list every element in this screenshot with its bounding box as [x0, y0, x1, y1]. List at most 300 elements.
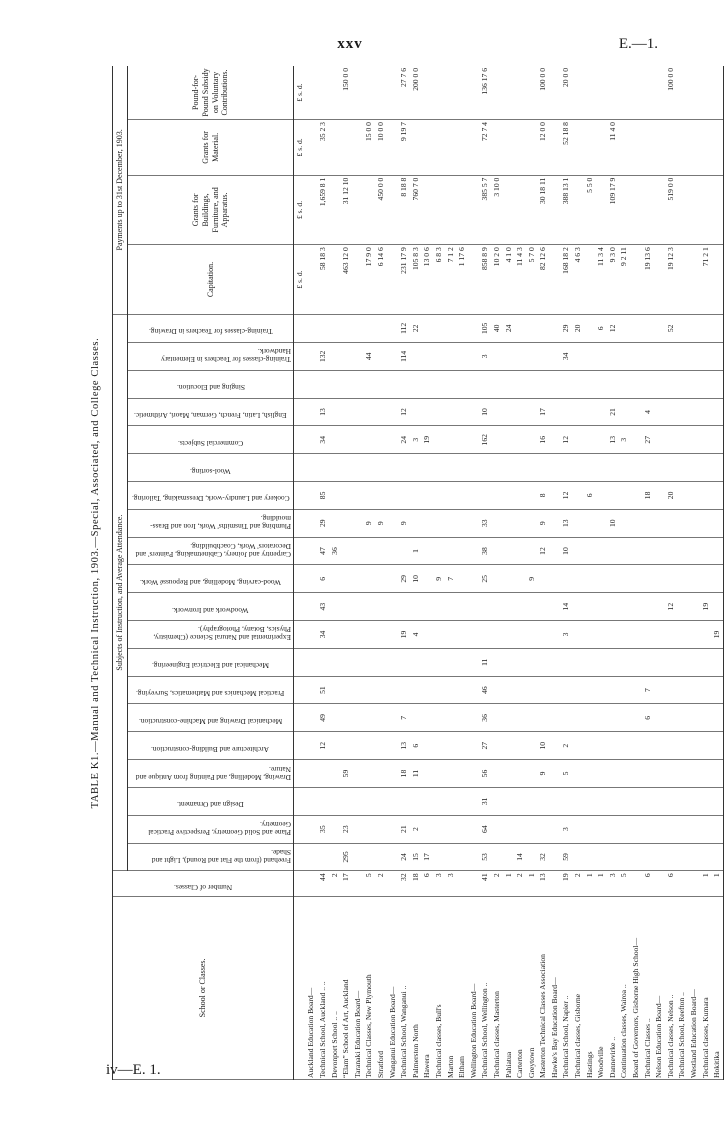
attendance-cell [306, 398, 318, 426]
school-name: Woodville [595, 896, 607, 1079]
attendance-cell [422, 342, 434, 370]
attendance-cell [665, 342, 677, 370]
attendance-cell [456, 760, 468, 788]
attendance-cell: 12 [665, 593, 677, 621]
attendance-cell [677, 815, 689, 843]
attendance-cell [607, 621, 619, 649]
attendance-cell [607, 454, 619, 482]
payment-sub [688, 66, 700, 120]
attendance-cell [526, 426, 538, 454]
attendance-cell [561, 454, 573, 482]
attendance-cell [422, 565, 434, 593]
attendance-cell [445, 481, 457, 509]
payment-bld: 3 10 0 [491, 175, 503, 245]
attendance-cell [514, 676, 526, 704]
column-header-subject [128, 426, 294, 454]
attendance-cell [340, 342, 352, 370]
payment-mat [387, 120, 399, 176]
attendance-cell [364, 314, 376, 342]
payment-sub [456, 66, 468, 120]
attendance-cell [549, 815, 561, 843]
attendance-cell [456, 565, 468, 593]
attendance-cell [340, 398, 352, 426]
attendance-cell: 51 [317, 676, 329, 704]
table-row [306, 66, 318, 1080]
table-row [665, 66, 677, 1080]
payment-sub: 136 17 6 [480, 66, 492, 120]
attendance-cell [630, 537, 642, 565]
attendance-cell [595, 565, 607, 593]
subject-label: Freehand (from the Flat and Round), Light and Shade. [151, 848, 291, 865]
attendance-cell [340, 621, 352, 649]
attendance-cell [445, 760, 457, 788]
attendance-cell: 24 [398, 426, 410, 454]
payment-mat: 15 0 0 [364, 120, 376, 176]
attendance-cell [445, 843, 457, 871]
units-cell [294, 871, 306, 897]
attendance-cell [537, 704, 549, 732]
attendance-cell [422, 621, 434, 649]
attendance-cell [595, 509, 607, 537]
school-name: Eltham [456, 896, 468, 1079]
column-header-subject [128, 648, 294, 676]
attendance-cell: 3 [480, 342, 492, 370]
attendance-cell: 34 [317, 621, 329, 649]
attendance-cell [317, 648, 329, 676]
attendance-cell: 27 [642, 426, 654, 454]
subject-label: English, Latin, French, German, Maori, Arithmetic. [134, 410, 287, 420]
attendance-cell [642, 565, 654, 593]
units-cell [294, 676, 306, 704]
attendance-cell [526, 370, 538, 398]
attendance-cell [584, 314, 596, 342]
attendance-cell: 9 [537, 760, 549, 788]
payment-cap [630, 245, 642, 315]
payment-cap: 4 6 3 [572, 245, 584, 315]
payment-bld [595, 175, 607, 245]
attendance-cell [514, 454, 526, 482]
school-name: Nelson Education Board— [653, 896, 665, 1079]
attendance-cell [607, 481, 619, 509]
units-cell [294, 648, 306, 676]
payment-cap [688, 245, 700, 315]
payment-bld: 450 0 0 [375, 175, 387, 245]
attendance-cell [491, 732, 503, 760]
attendance-cell [306, 565, 318, 593]
attendance-cell [572, 621, 584, 649]
attendance-cell [329, 787, 341, 815]
attendance-cell [364, 676, 376, 704]
attendance-cell [503, 787, 515, 815]
attendance-cell [677, 648, 689, 676]
attendance-cell: 10 [607, 509, 619, 537]
table-row [329, 66, 341, 1080]
attendance-cell [503, 426, 515, 454]
attendance-cell [340, 704, 352, 732]
school-name: Devonport School .. .. [329, 896, 341, 1079]
attendance-cell: 20 [665, 481, 677, 509]
units-cell [294, 732, 306, 760]
payment-sub [630, 66, 642, 120]
attendance-cell [653, 787, 665, 815]
attendance-cell [422, 760, 434, 788]
class-count: 19 [561, 871, 573, 897]
attendance-cell [514, 398, 526, 426]
attendance-cell [549, 565, 561, 593]
payment-bld: 5 5 0 [584, 175, 596, 245]
attendance-cell [561, 704, 573, 732]
school-name: Greytown [526, 896, 538, 1079]
attendance-cell [422, 648, 434, 676]
school-name: Technical classes, Kumara [700, 896, 712, 1079]
class-count [387, 871, 399, 897]
attendance-cell [456, 593, 468, 621]
payment-mat [456, 120, 468, 176]
attendance-cell [503, 481, 515, 509]
attendance-cell [456, 426, 468, 454]
payment-cap: 10 2 0 [491, 245, 503, 315]
payment-cap [549, 245, 561, 315]
attendance-cell [456, 342, 468, 370]
attendance-cell [653, 537, 665, 565]
attendance-cell: 11 [410, 760, 422, 788]
attendance-cell [329, 481, 341, 509]
table-row [526, 66, 538, 1080]
table-row [503, 66, 515, 1080]
attendance-cell: 21 [607, 398, 619, 426]
attendance-cell [375, 676, 387, 704]
attendance-cell [549, 454, 561, 482]
attendance-cell [607, 537, 619, 565]
attendance-cell [630, 565, 642, 593]
attendance-cell [688, 426, 700, 454]
attendance-cell [619, 648, 631, 676]
attendance-cell [456, 537, 468, 565]
attendance-cell [317, 314, 329, 342]
payment-bld [700, 175, 712, 245]
attendance-cell [526, 676, 538, 704]
attendance-cell [711, 509, 723, 537]
attendance-cell [607, 760, 619, 788]
attendance-cell [630, 342, 642, 370]
attendance-cell [456, 509, 468, 537]
attendance-cell [677, 843, 689, 871]
payment-cap [677, 245, 689, 315]
attendance-cell [653, 676, 665, 704]
attendance-cell [340, 593, 352, 621]
subject-label: Wool-sorting. [190, 466, 231, 476]
attendance-cell: 9 [375, 509, 387, 537]
payment-mat [306, 120, 318, 176]
attendance-cell: 4 [410, 621, 422, 649]
attendance-cell [410, 676, 422, 704]
subject-label: Mechanical Drawing and Machine-construction. [138, 716, 283, 726]
attendance-cell [491, 815, 503, 843]
attendance-cell [537, 342, 549, 370]
attendance-cell [456, 843, 468, 871]
class-count [677, 871, 689, 897]
attendance-cell [572, 342, 584, 370]
attendance-cell: 162 [480, 426, 492, 454]
class-count: 13 [537, 871, 549, 897]
attendance-cell [653, 398, 665, 426]
class-count [688, 871, 700, 897]
payment-cap: 5 7 0 [526, 245, 538, 315]
attendance-cell [306, 509, 318, 537]
attendance-cell [642, 454, 654, 482]
attendance-cell [364, 370, 376, 398]
payment-sub [387, 66, 399, 120]
units-cell [294, 621, 306, 649]
attendance-cell [375, 398, 387, 426]
subject-label: Drawing, Modelling, and Painting from Antique and Nature. [135, 764, 291, 782]
attendance-cell [665, 787, 677, 815]
payment-mat [572, 120, 584, 176]
attendance-cell [387, 648, 399, 676]
payment-cap: 6 14 6 [375, 245, 387, 315]
payment-label: Grants for Material. [200, 131, 220, 164]
attendance-cell [398, 370, 410, 398]
payment-cap: 19 13 6 [642, 245, 654, 315]
attendance-cell [700, 732, 712, 760]
table-row [352, 66, 364, 1080]
attendance-cell [410, 370, 422, 398]
attendance-cell [653, 426, 665, 454]
attendance-cell: 23 [340, 815, 352, 843]
payment-mat [491, 120, 503, 176]
attendance-cell [665, 648, 677, 676]
attendance-cell: 38 [480, 537, 492, 565]
attendance-cell [375, 370, 387, 398]
attendance-cell [700, 481, 712, 509]
attendance-cell [549, 342, 561, 370]
attendance-cell [619, 815, 631, 843]
attendance-cell: 19 [711, 621, 723, 649]
school-name: Technical School, Wellington .. [480, 896, 492, 1079]
attendance-cell: 13 [398, 732, 410, 760]
attendance-cell [456, 732, 468, 760]
attendance-cell [677, 454, 689, 482]
attendance-cell [352, 398, 364, 426]
attendance-cell [491, 648, 503, 676]
subject-label: Training-classes for Teachers in Elementary Handwork. [160, 347, 291, 365]
attendance-cell [549, 537, 561, 565]
attendance-cell [526, 843, 538, 871]
attendance-cell [561, 565, 573, 593]
attendance-cell [410, 454, 422, 482]
attendance-cell [526, 454, 538, 482]
attendance-cell: 19 [700, 593, 712, 621]
units-cell [294, 398, 306, 426]
attendance-cell [410, 648, 422, 676]
table-row [456, 66, 468, 1080]
attendance-cell [653, 648, 665, 676]
attendance-cell [456, 787, 468, 815]
attendance-cell [445, 509, 457, 537]
class-count: 41 [480, 871, 492, 897]
attendance-cell [329, 676, 341, 704]
school-name: Technical School, Napier .. [561, 896, 573, 1079]
attendance-cell [468, 370, 480, 398]
attendance-cell [677, 398, 689, 426]
attendance-cell [665, 815, 677, 843]
attendance-cell: 14 [514, 843, 526, 871]
attendance-cell [306, 843, 318, 871]
attendance-cell [595, 593, 607, 621]
attendance-cell [688, 704, 700, 732]
table-row [480, 66, 492, 1080]
attendance-cell [468, 760, 480, 788]
attendance-cell [364, 843, 376, 871]
attendance-cell [375, 481, 387, 509]
column-header-subject [128, 454, 294, 482]
class-count [549, 871, 561, 897]
attendance-cell [665, 704, 677, 732]
attendance-cell: 15 [410, 843, 422, 871]
attendance-cell [514, 815, 526, 843]
attendance-cell: 31 [480, 787, 492, 815]
attendance-cell [619, 342, 631, 370]
attendance-cell: 295 [340, 843, 352, 871]
payment-mat [422, 120, 434, 176]
attendance-cell [526, 760, 538, 788]
subject-label: Cookery and Laundry-work, Dressmaking, Tailoring. [131, 494, 290, 504]
attendance-cell [480, 481, 492, 509]
class-count: 1 [700, 871, 712, 897]
payment-bld [711, 175, 723, 245]
attendance-cell [306, 732, 318, 760]
school-name: Wanganui Education Board— [387, 896, 399, 1079]
attendance-cell [433, 732, 445, 760]
attendance-cell [445, 593, 457, 621]
attendance-cell: 35 [317, 815, 329, 843]
attendance-cell [387, 537, 399, 565]
attendance-cell [329, 704, 341, 732]
attendance-cell [433, 648, 445, 676]
attendance-cell: 1 [410, 537, 422, 565]
attendance-cell [329, 509, 341, 537]
units-cell [294, 815, 306, 843]
attendance-cell [595, 843, 607, 871]
payment-cap [653, 245, 665, 315]
payment-mat [433, 120, 445, 176]
attendance-cell [352, 732, 364, 760]
payment-mat [653, 120, 665, 176]
attendance-cell [653, 704, 665, 732]
attendance-cell: 16 [537, 426, 549, 454]
column-header-subject [128, 843, 294, 871]
attendance-cell [572, 787, 584, 815]
attendance-cell [468, 676, 480, 704]
attendance-cell [317, 370, 329, 398]
attendance-cell [630, 593, 642, 621]
class-count: 2 [514, 871, 526, 897]
class-count: 3 [433, 871, 445, 897]
column-header-payment [128, 120, 294, 176]
attendance-cell [445, 648, 457, 676]
payment-sub [711, 66, 723, 120]
attendance-cell [549, 676, 561, 704]
attendance-cell [491, 509, 503, 537]
table-row [398, 66, 410, 1080]
attendance-cell [549, 760, 561, 788]
attendance-cell: 46 [480, 676, 492, 704]
attendance-cell [688, 454, 700, 482]
attendance-cell [306, 621, 318, 649]
money-units: £ s. d. [294, 120, 306, 176]
payment-cap: 463 12 0 [340, 245, 352, 315]
attendance-cell [526, 509, 538, 537]
subject-label: Design and Ornament. [177, 800, 244, 810]
attendance-cell: 114 [398, 342, 410, 370]
attendance-cell [433, 314, 445, 342]
attendance-cell: 13 [317, 398, 329, 426]
attendance-cell [387, 704, 399, 732]
payment-bld: 519 0 0 [665, 175, 677, 245]
attendance-cell [433, 676, 445, 704]
attendance-cell: 17 [422, 843, 434, 871]
attendance-cell [340, 787, 352, 815]
attendance-cell: 85 [317, 481, 329, 509]
attendance-cell: 13 [561, 509, 573, 537]
attendance-cell [630, 370, 642, 398]
payment-mat [665, 120, 677, 176]
attendance-cell [329, 760, 341, 788]
attendance-cell: 47 [317, 537, 329, 565]
class-count: 17 [340, 871, 352, 897]
attendance-cell [711, 370, 723, 398]
payment-mat [468, 120, 480, 176]
attendance-cell [572, 815, 584, 843]
attendance-cell [607, 676, 619, 704]
attendance-cell: 5 [561, 760, 573, 788]
attendance-cell [352, 843, 364, 871]
attendance-cell [456, 481, 468, 509]
attendance-cell [619, 481, 631, 509]
attendance-cell [549, 593, 561, 621]
attendance-cell: 43 [317, 593, 329, 621]
attendance-cell: 12 [398, 398, 410, 426]
attendance-cell [306, 426, 318, 454]
attendance-cell [433, 342, 445, 370]
attendance-cell: 3 [410, 426, 422, 454]
table-title: TABLE K1.—Manual and Technical Instruction, 1903.—Special, Associated, and College Classes. [90, 337, 101, 809]
attendance-cell [364, 426, 376, 454]
attendance-cell [630, 481, 642, 509]
attendance-cell [619, 398, 631, 426]
school-name: “Elam” School of Art, Auckland [340, 896, 352, 1079]
attendance-cell: 33 [480, 509, 492, 537]
table-row [642, 66, 654, 1080]
attendance-cell [468, 732, 480, 760]
payment-mat [514, 120, 526, 176]
attendance-cell [688, 760, 700, 788]
attendance-cell [665, 398, 677, 426]
attendance-cell [537, 787, 549, 815]
attendance-cell: 27 [480, 732, 492, 760]
payment-bld [677, 175, 689, 245]
attendance-cell [398, 648, 410, 676]
attendance-cell [677, 593, 689, 621]
class-count: 1 [584, 871, 596, 897]
payment-sub [352, 66, 364, 120]
school-name: Palmerston North [410, 896, 422, 1079]
payment-bld [468, 175, 480, 245]
attendance-cell [340, 509, 352, 537]
column-header-classes [113, 871, 294, 897]
attendance-cell [375, 760, 387, 788]
attendance-cell [491, 537, 503, 565]
